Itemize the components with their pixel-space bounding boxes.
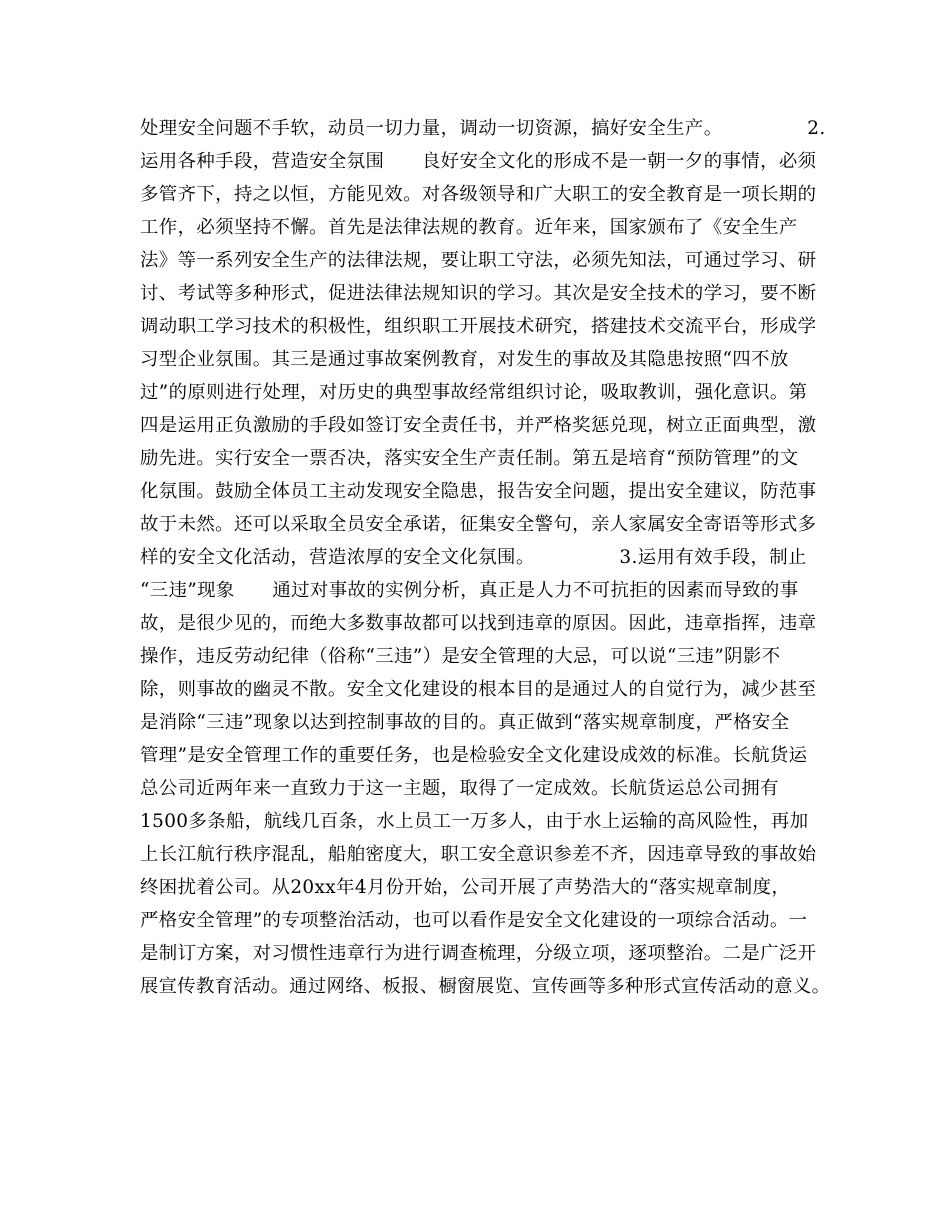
text-line: 调动职工学习技术的积极性，组织职工开展技术研究，搭建技术交流平台，形成学 xyxy=(140,316,817,337)
text-line: 习型企业氛围。其三是通过事故案例教育，对发生的事故及其隐患按照“四不放 xyxy=(140,349,789,370)
text-line: 讨、考试等多种形式，促进法律法规知识的学习。其次是安全技术的学习，要不断 xyxy=(140,283,817,304)
text-line: 操作，违反劳动纪律（俗称“三违”）是安全管理的大忌，可以说“三违”阴影不 xyxy=(140,646,781,667)
text-line: 过”的原则进行处理，对历史的典型事故经常组织讨论，吸取教训，强化意识。第 xyxy=(140,382,808,403)
text-line: 励先进。实行安全一票否决，落实安全生产责任制。第五是培育“预防管理”的文 xyxy=(140,448,799,469)
text-line: 终困扰着公司。从20xx年4月份开始，公司开展了声势浩大的“落实规章制度， xyxy=(140,877,791,898)
text-line: 除，则事故的幽灵不散。安全文化建设的根本目的是通过人的自觉行为，减少甚至 xyxy=(140,679,817,700)
text-line: 是消除“三违”现象以达到控制事故的目的。真正做到“落实规章制度，严格安全 xyxy=(140,712,790,733)
text-line: 样的安全文化活动，营造浓厚的安全文化氛围。 3.运用有效手段，制止 xyxy=(140,547,807,568)
text-line: 故于未然。还可以采取全员安全承诺，征集安全警句，亲人家属安全寄语等形式多 xyxy=(140,514,817,535)
text-line: “三违”现象 通过对事故的实例分析，真正是人力不可抗拒的因素而导致的事 xyxy=(140,580,799,601)
text-line: 总公司近两年来一直致力于这一主题，取得了一定成效。长航货运总公司拥有 xyxy=(140,778,779,799)
text-line: 运用各种手段，营造安全氛围 良好安全文化的形成不是一朝一夕的事情，必须 xyxy=(140,151,817,172)
text-line: 上长江航行秩序混乱，船舶密度大，职工安全意识参差不齐，因违章导致的事故始 xyxy=(140,844,817,865)
text-line: 管理”是安全管理工作的重要任务，也是检验安全文化建设成效的标准。长航货运 xyxy=(140,745,808,766)
text-line: 展宣传教育活动。通过网络、板报、橱窗展览、宣传画等多种形式宣传活动的意义。 xyxy=(140,976,831,997)
text-line: 严格安全管理”的专项整治活动，也可以看作是安全文化建设的一项综合活动。一 xyxy=(140,910,808,931)
text-line: 故，是很少见的，而绝大多数事故都可以找到违章的原因。因此，违章指挥，违章 xyxy=(140,613,817,634)
text-line: 化氛围。鼓励全体员工主动发现安全隐患，报告安全问题，提出安全建议，防范事 xyxy=(140,481,817,502)
text-line: 是制订方案，对习惯性违章行为进行调查梳理，分级立项，逐项整治。二是广泛开 xyxy=(140,943,817,964)
text-line: 四是运用正负激励的手段如签订安全责任书，并严格奖惩兑现，树立正面典型，激 xyxy=(140,415,817,436)
body-text xyxy=(140,112,830,1003)
text-line: 处理安全问题不手软，动员一切力量，调动一切资源，搞好安全生产。 2. xyxy=(140,118,826,139)
text-line: 工作，必须坚持不懈。首先是法律法规的教育。近年来，国家颁布了《安全生产 xyxy=(140,217,798,238)
text-line: 多管齐下，持之以恒，方能见效。对各级领导和广大职工的安全教育是一项长期的 xyxy=(140,184,817,205)
text-line: 法》等一系列安全生产的法律法规，要让职工守法，必须先知法，可通过学习、研 xyxy=(140,250,817,271)
text-line: 1500多条船，航线几百条，水上员工一万多人，由于水上运输的高风险性，再加 xyxy=(140,811,809,832)
